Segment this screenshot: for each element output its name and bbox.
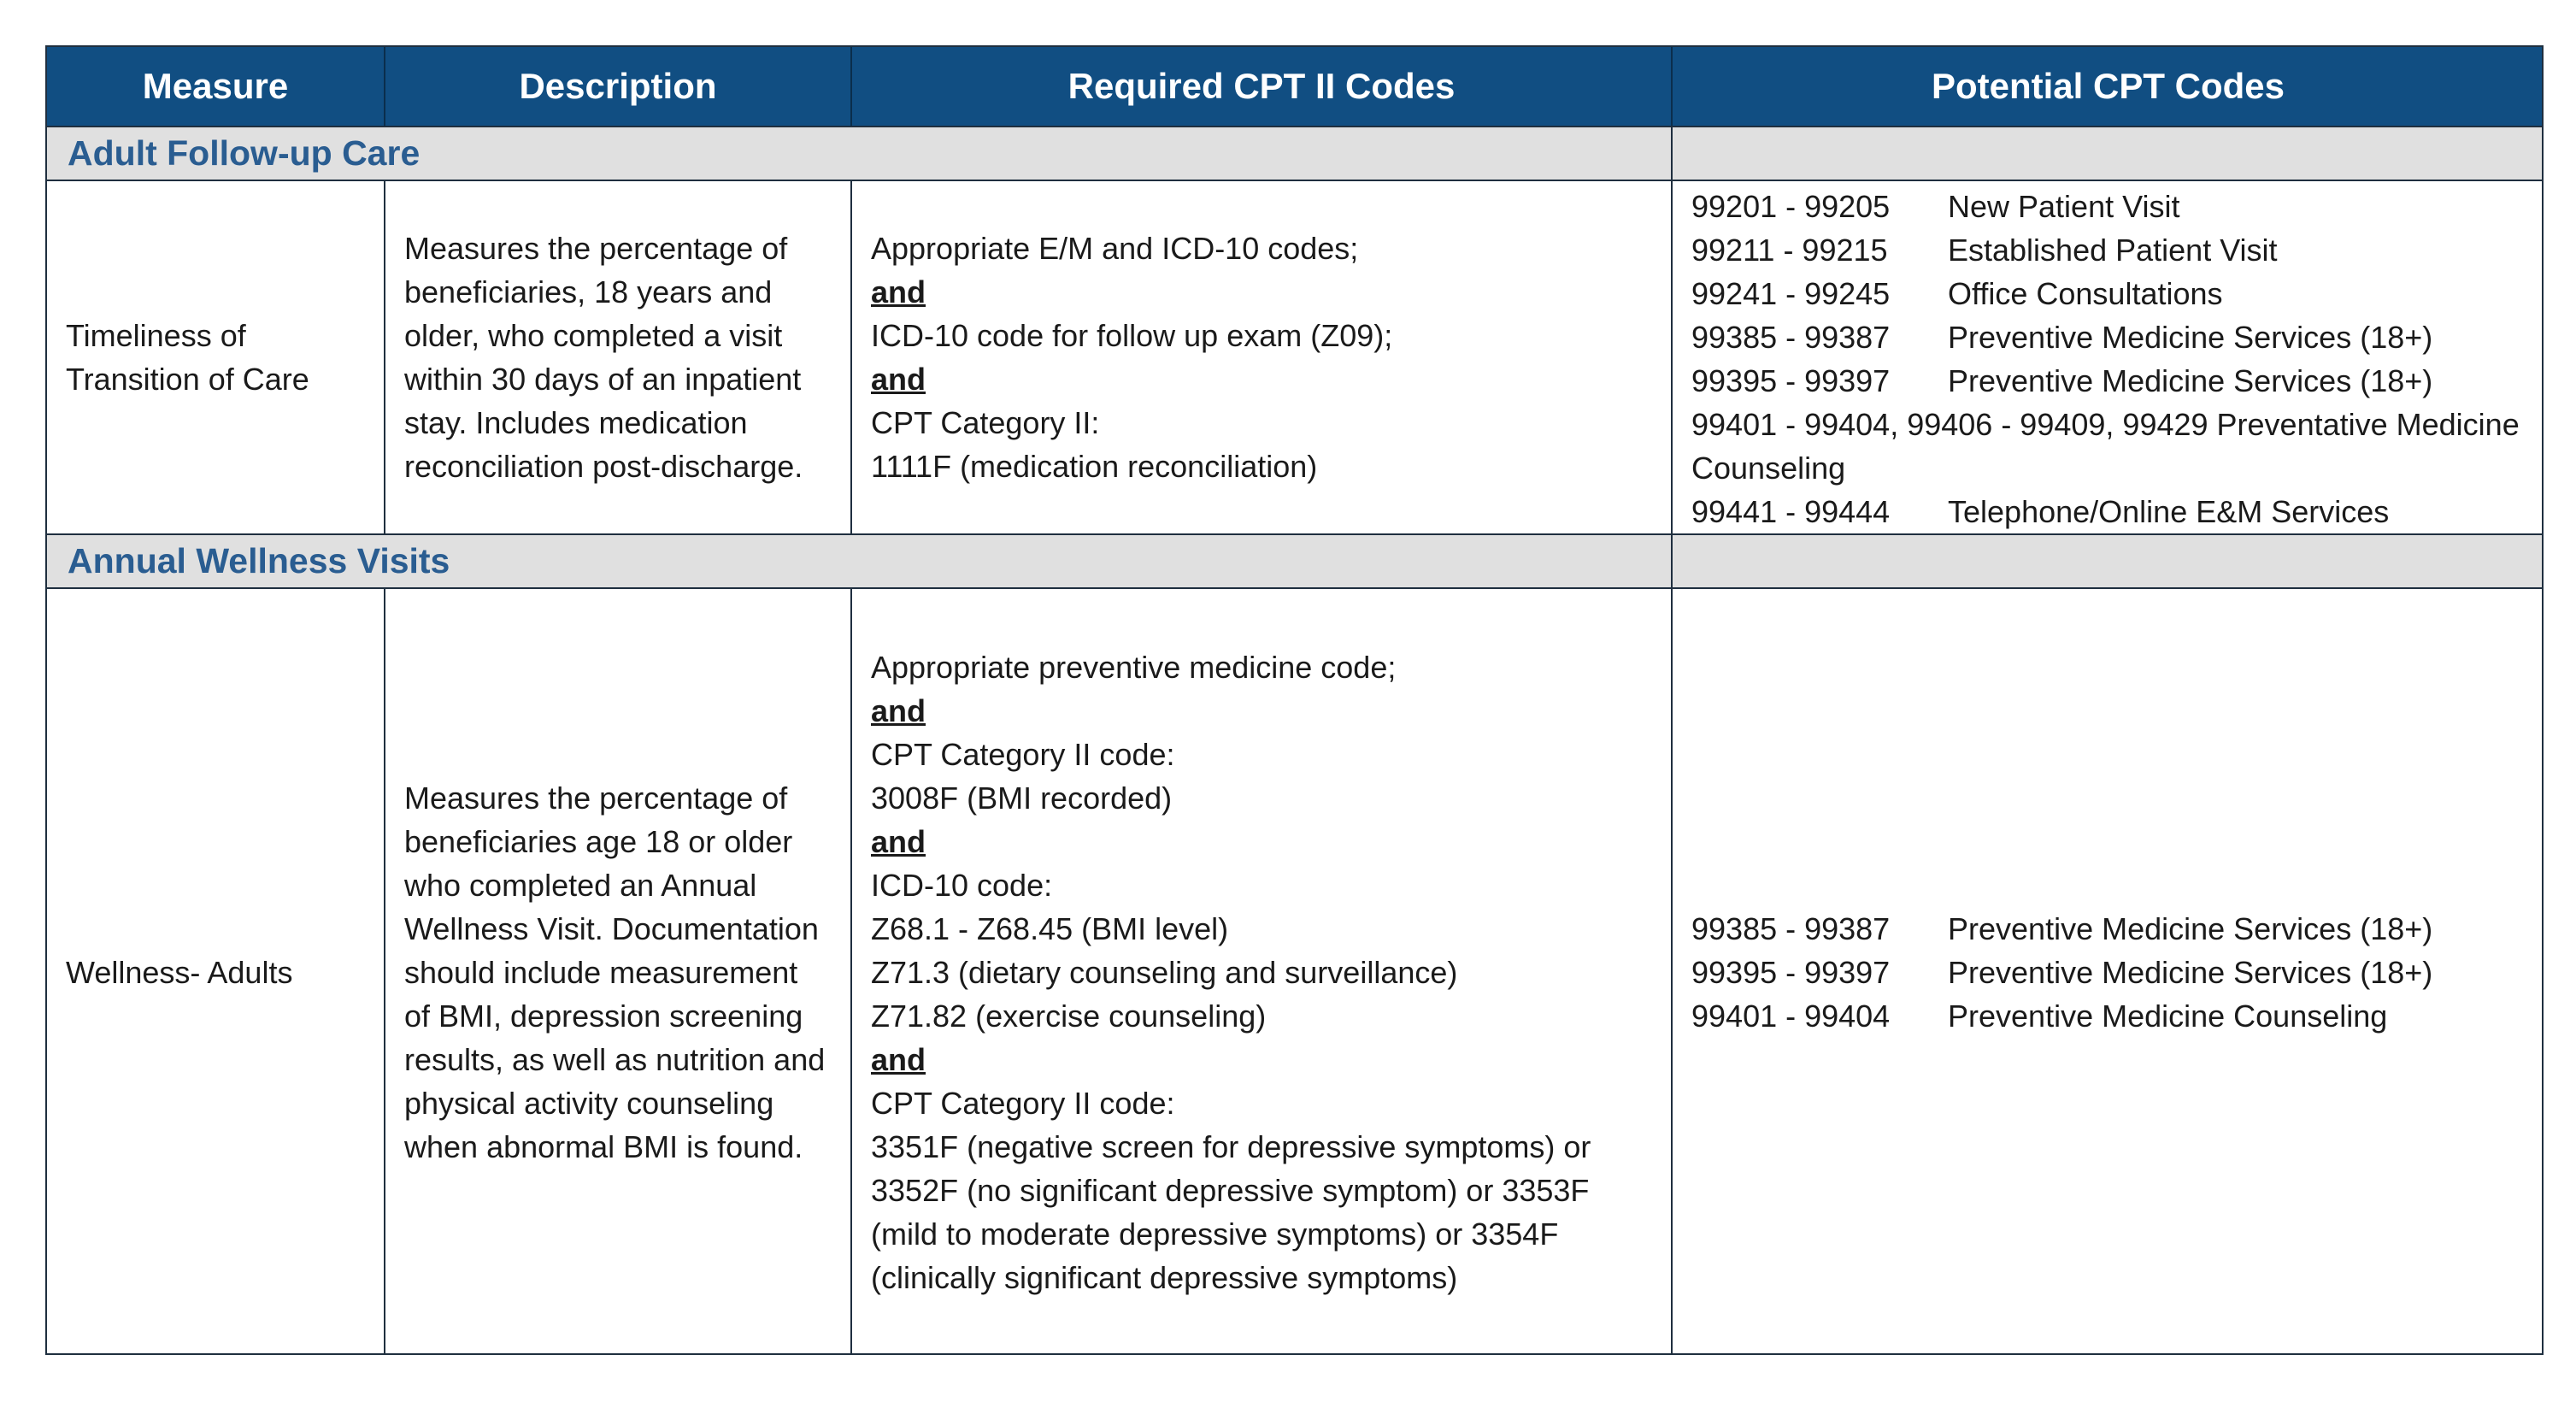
and-connector: and xyxy=(871,692,926,728)
table-row xyxy=(47,180,2542,533)
code-range: 99401 - 99404 xyxy=(1691,998,1891,1034)
potential-codes-cell xyxy=(1671,181,2544,533)
required-code-line: ICD-10 code: xyxy=(871,867,1053,903)
section-title: Annual Wellness Visits xyxy=(68,541,450,580)
code-label: Established Patient Visit xyxy=(1948,233,2278,268)
header-potential-codes: Potential CPT Codes xyxy=(1671,47,2544,126)
header-required-codes: Required CPT II Codes xyxy=(850,47,1671,126)
and-connector: and xyxy=(871,1041,926,1077)
code-range: 99211 - 99215 xyxy=(1691,233,1888,268)
section-empty-cell xyxy=(1671,535,2544,587)
potential-code-row xyxy=(1691,951,2528,994)
code-label: Preventive Medicine Services (18+) xyxy=(1948,954,2433,990)
potential-code-row xyxy=(1691,403,2528,490)
potential-code-row xyxy=(1691,994,2528,1038)
potential-code-row xyxy=(1691,490,2528,533)
measure-description: Measures the percentage of beneficiaries age 18 or older who completed an Annual Wellness Visit. Documentation should include measurement of BMI, depression screening results, as well as nutrition and physical activity counseling when abnormal BMI is found. xyxy=(404,780,826,1164)
code-range: 99241 - 99245 xyxy=(1691,276,1891,311)
measures-table xyxy=(45,45,2544,1355)
required-code-line: 1111F (medication reconciliation) xyxy=(871,449,1318,484)
table-header xyxy=(47,47,2542,126)
required-code-line: Z71.82 (exercise counseling) xyxy=(871,998,1267,1034)
code-label: Preventive Medicine Services (18+) xyxy=(1948,910,2433,946)
code-label: Office Consultations xyxy=(1948,276,2223,311)
potential-code-row xyxy=(1691,228,2528,272)
measure-name: Timeliness of Transition of Care xyxy=(66,318,309,397)
required-code-line: CPT Category II code: xyxy=(871,1085,1175,1121)
required-code-line: 3351F (negative screen for depressive symptoms) or 3352F (no significant depressive symptom) or 3353F (mild to moderate depressive symptoms) or 3354F (clinically significant depressive symptoms) xyxy=(871,1128,1591,1295)
required-code-line: CPT Category II code: xyxy=(871,736,1175,772)
code-range: 99201 - 99205 xyxy=(1691,189,1891,224)
measure-cell xyxy=(47,589,384,1355)
potential-codes-cell xyxy=(1671,589,2544,1355)
code-label: Telephone/Online E&M Services xyxy=(1948,494,2390,529)
potential-code-row xyxy=(1691,185,2528,228)
required-code-line: 3008F (BMI recorded) xyxy=(871,780,1173,816)
potential-code-row xyxy=(1691,907,2528,951)
potential-code-row xyxy=(1691,359,2528,403)
code-range: 99395 - 99397 xyxy=(1691,363,1891,398)
potential-code-row xyxy=(1691,272,2528,315)
measure-cell xyxy=(47,181,384,533)
potential-code-row xyxy=(1691,315,2528,359)
and-connector: and xyxy=(871,362,926,397)
potential-codes-list xyxy=(1691,907,2528,1038)
header-measure: Measure xyxy=(142,66,289,106)
required-code-line: Z71.3 (dietary counseling and surveillance) xyxy=(871,954,1458,990)
required-codes-cell xyxy=(850,181,1671,533)
section-empty-cell xyxy=(1671,127,2544,180)
required-code-line: Z68.1 - Z68.45 (BMI level) xyxy=(871,910,1229,946)
and-connector: and xyxy=(871,274,926,309)
and-connector: and xyxy=(871,823,926,859)
header-description: Description xyxy=(384,47,850,126)
code-label: Preventive Medicine Services (18+) xyxy=(1948,363,2433,398)
description-cell xyxy=(384,181,850,533)
potential-codes-list xyxy=(1691,185,2528,533)
required-codes-cell xyxy=(850,589,1671,1355)
code-label: New Patient Visit xyxy=(1948,189,2180,224)
required-codes-list xyxy=(871,645,1640,1299)
code-label: Preventive Medicine Counseling xyxy=(1948,998,2388,1034)
code-label: Preventive Medicine Services (18+) xyxy=(1948,320,2433,355)
code-range: 99385 - 99387 xyxy=(1691,320,1891,355)
table-row xyxy=(47,587,2542,1355)
code-range: 99395 - 99397 xyxy=(1691,954,1891,990)
required-code-line: ICD-10 code for follow up exam (Z09); xyxy=(871,318,1393,353)
code-range: 99385 - 99387 xyxy=(1691,910,1891,946)
description-cell xyxy=(384,589,850,1355)
required-code-line: Appropriate preventive medicine code; xyxy=(871,649,1397,685)
measure-name: Wellness- Adults xyxy=(66,954,293,990)
required-codes-list xyxy=(871,227,1656,488)
section-row xyxy=(47,533,2542,587)
required-code-line: Appropriate E/M and ICD-10 codes; xyxy=(871,231,1359,266)
code-range: 99441 - 99444 xyxy=(1691,494,1891,529)
required-code-line: CPT Category II: xyxy=(871,405,1100,440)
potential-code-combined: 99401 - 99404, 99406 - 99409, 99429 Preventative Medicine Counseling xyxy=(1691,407,2520,486)
measure-description: Measures the percentage of beneficiaries, 18 years and older, who completed a visit within 30 days of an inpatient stay. Includes medication reconciliation post-discharge. xyxy=(404,231,803,484)
section-row xyxy=(47,126,2542,180)
section-title: Adult Follow-up Care xyxy=(68,133,421,173)
